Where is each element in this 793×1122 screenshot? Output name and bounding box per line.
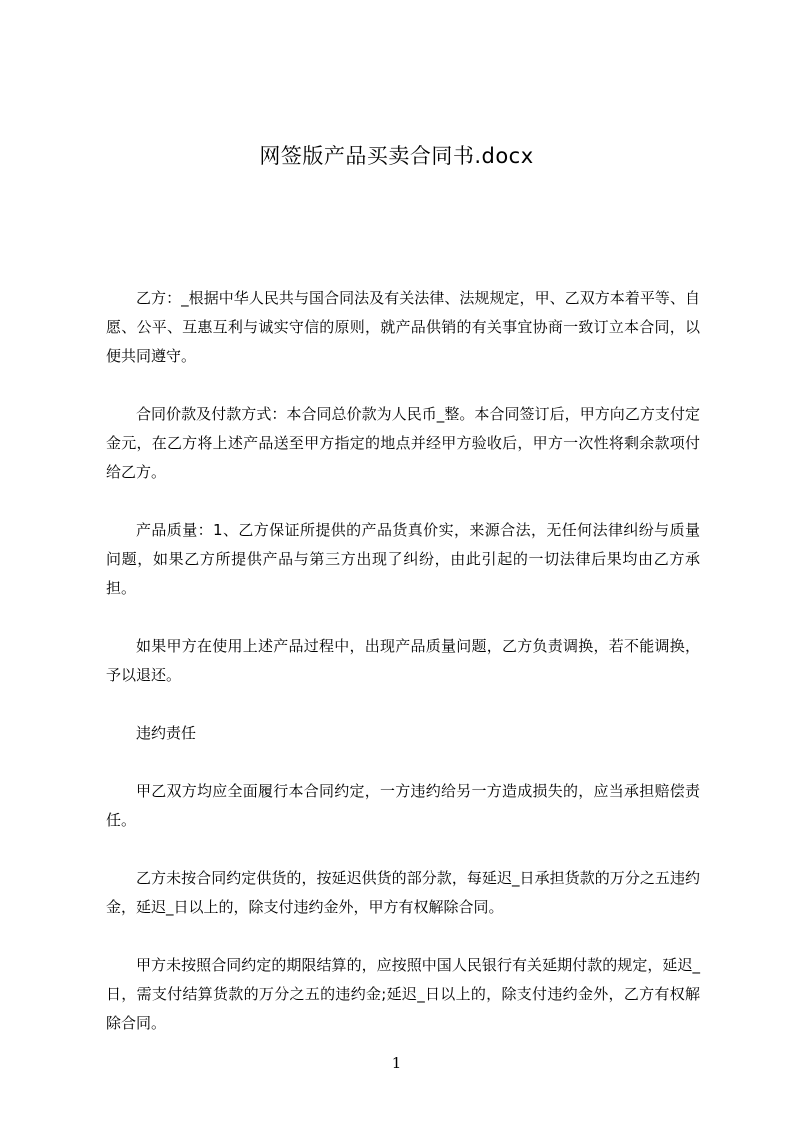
page-number: 1: [391, 1054, 402, 1072]
paragraph-preamble: 乙方：_根据中华人民共与国合同法及有关法律、法规规定，甲、乙双方本着平等、自愿、公平、互惠互利与诚实守信的原则，就产品供销的有关事宜协商一致订立本合同，以便共同遵守。: [106, 289, 700, 365]
paragraph-breach-buyer: 甲方未按照合同约定的期限结算的，应按照中国人民银行有关延期付款的规定，延迟_日，需支付结算货款的万分之五的违约金;延迟_日以上的，除支付违约金外，乙方有权解除合同。: [106, 956, 700, 1032]
paragraph-breach-general: 甲乙双方均应全面履行本合同约定，一方违约给另一方造成损失的，应当承担赔偿责任。: [106, 782, 700, 829]
paragraph-quality-replacement: 如果甲方在使用上述产品过程中，出现产品质量问题，乙方负责调换，若不能调换，予以退还。: [106, 637, 700, 684]
section-heading-breach: 违约责任: [136, 724, 197, 742]
paragraph-breach-seller: 乙方未按合同约定供货的，按延迟供货的部分款，每延迟_日承担货款的万分之五违约金，延迟_日以上的，除支付违约金外，甲方有权解除合同。: [106, 869, 700, 916]
paragraph-product-quality: 产品质量：1、乙方保证所提供的产品货真价实，来源合法，无任何法律纠纷与质量问题，如果乙方所提供产品与第三方出现了纠纷，由此引起的一切法律后果均由乙方承担。: [106, 521, 700, 597]
document-body: [106, 284, 700, 1067]
document-title: 网签版产品买卖合同书.docx: [259, 144, 534, 168]
paragraph-price-payment: 合同价款及付款方式：本合同总价款为人民币_整。本合同签订后，甲方向乙方支付定金元，在乙方将上述产品送至甲方指定的地点并经甲方验收后，甲方一次性将剩余款项付给乙方。: [106, 405, 700, 481]
